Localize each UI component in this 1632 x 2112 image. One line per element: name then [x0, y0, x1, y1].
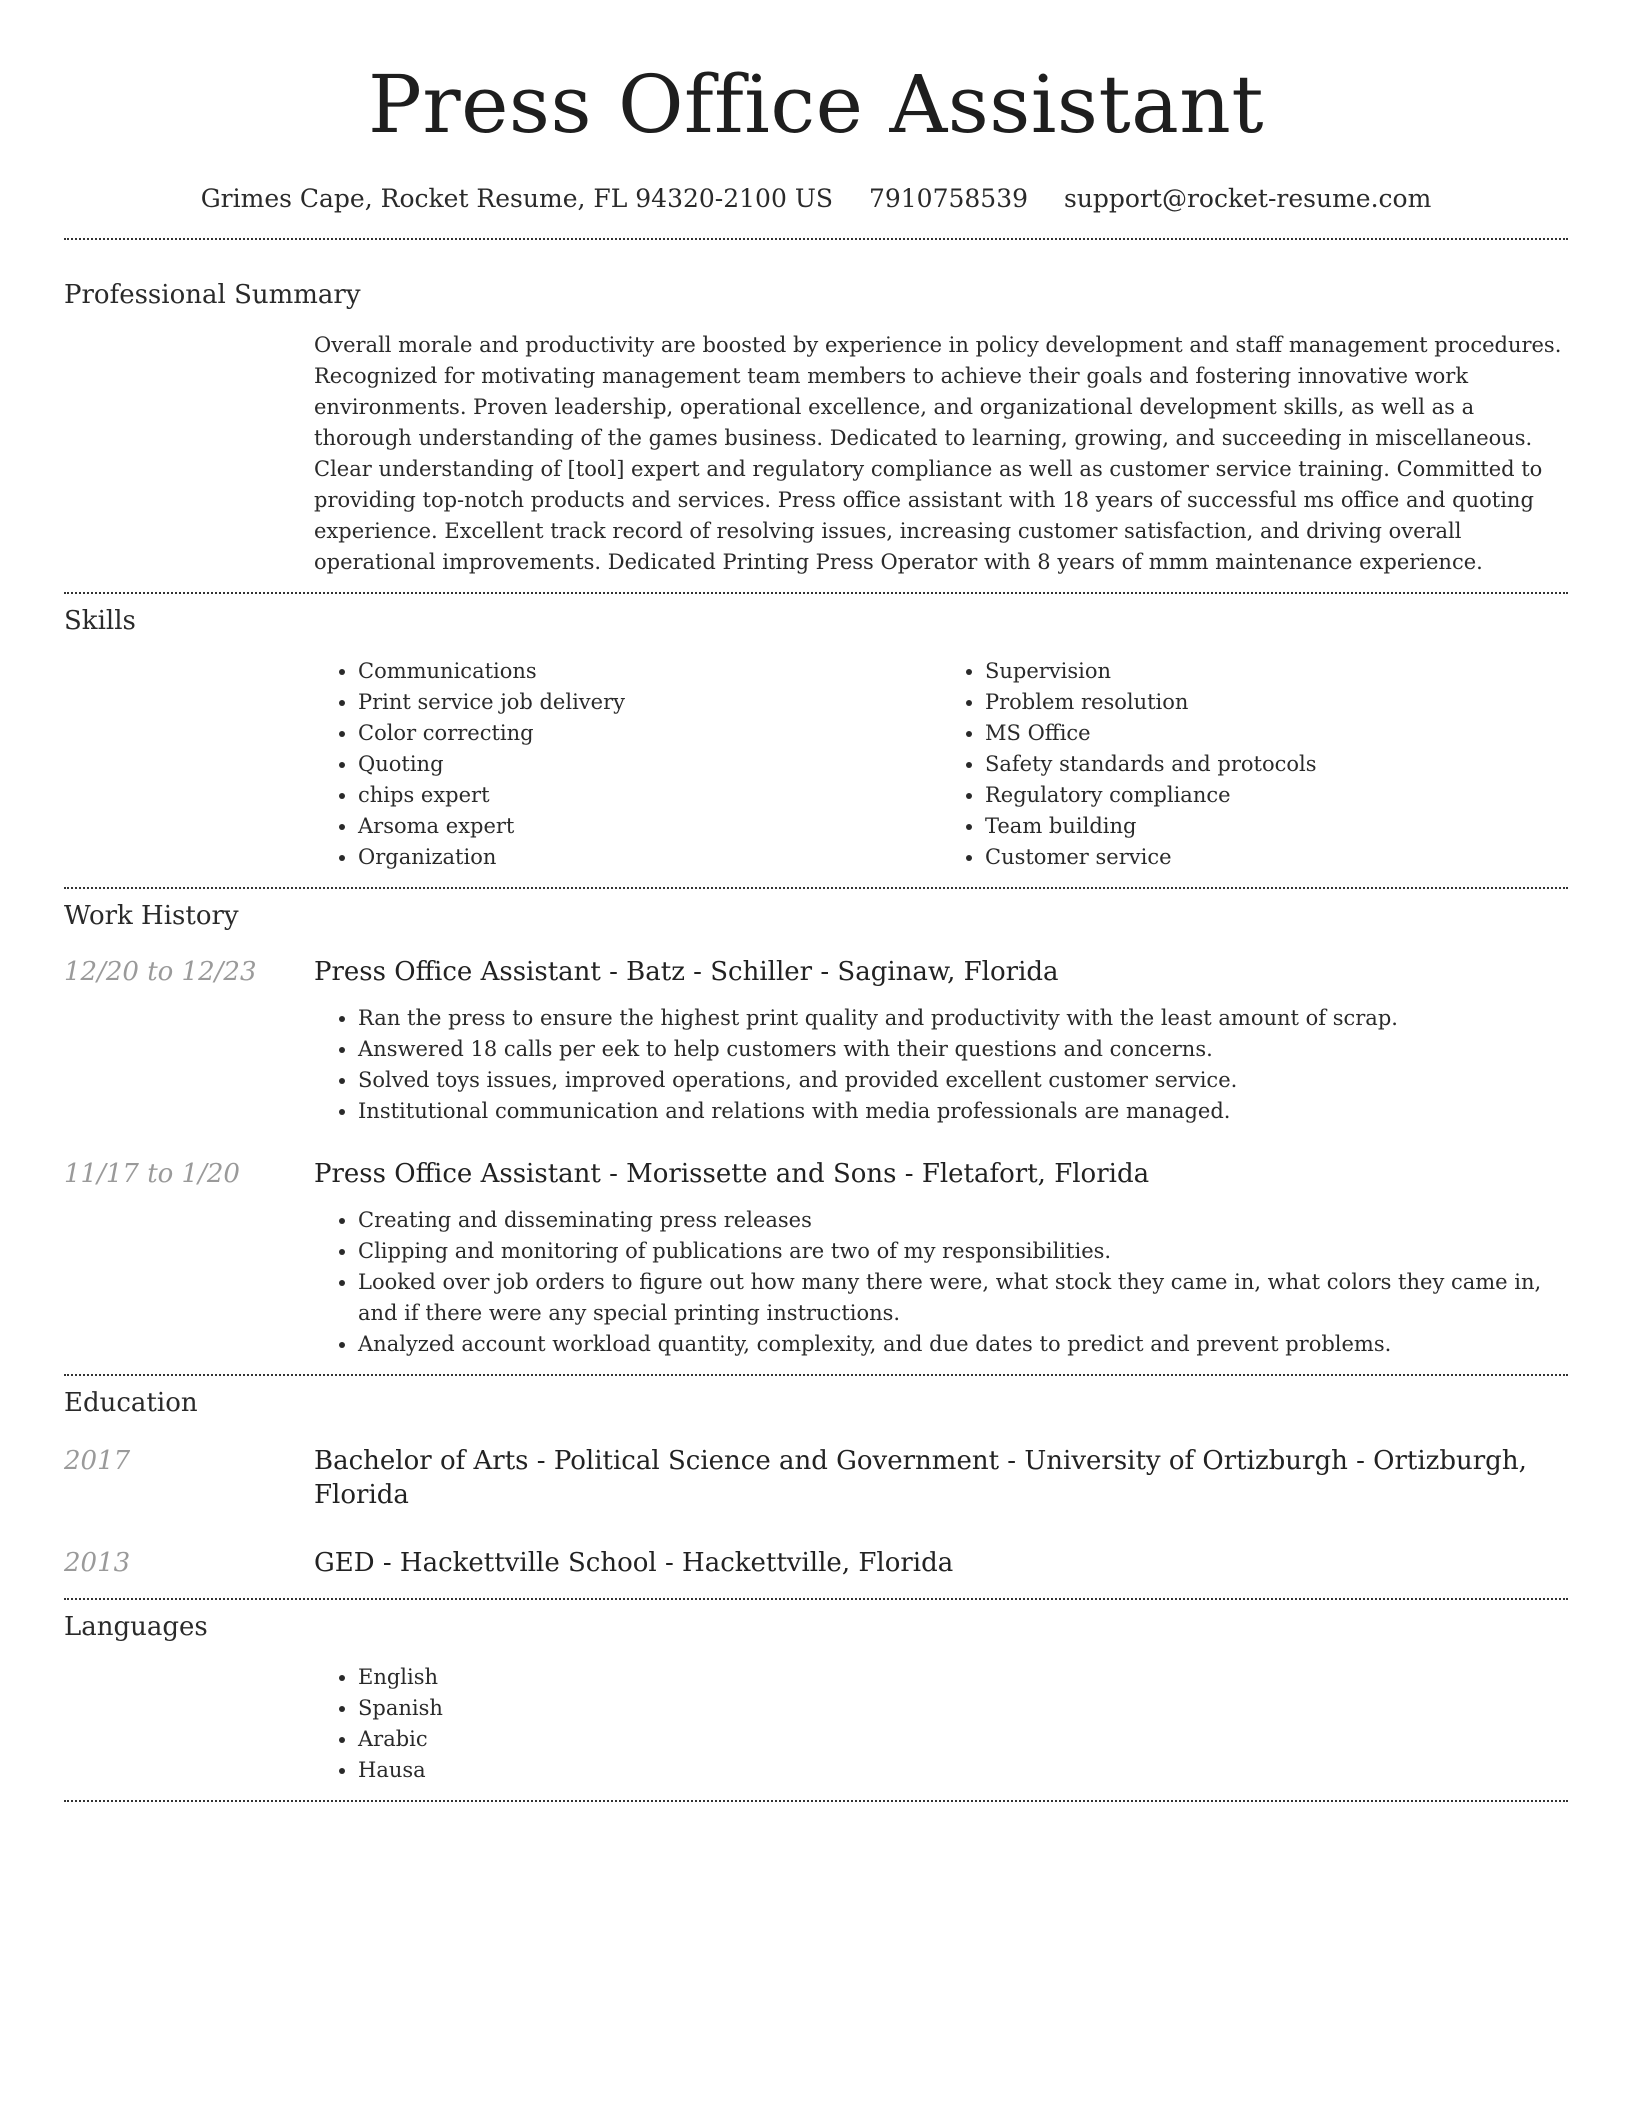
list-item: • Spanish — [358, 1693, 1568, 1724]
section-title-work: Work History — [64, 901, 239, 931]
list-item: • Arabic — [358, 1724, 1568, 1755]
list-item: • Safety standards and protocols — [985, 749, 1568, 780]
list-item: • chips expert — [358, 780, 941, 811]
summary-text: Overall morale and productivity are boosted by experience in policy development and staff management procedures. Recognized for motivating management team members to achieve their goals and fostering innovative work environments. Proven leadership, operational excellence, and organizational development skills, as well as a thorough understanding of the games business. Dedicated to learning, growing, and succeeding in miscellaneous. Clear understanding of [tool] expert and regulatory compliance as well as customer service training. Committed to providing top-notch products and services. Press office assistant with 18 years of successful ms office and quoting experience. Excellent track record of resolving issues, increasing customer satisfaction, and driving overall operational improvements. Dedicated Printing Press Operator with 8 years of mmm maintenance experience. — [314, 333, 1562, 574]
skills-list-right — [941, 656, 1568, 873]
education-heading: GED - Hackettville School - Hackettville, Florida — [314, 1548, 954, 1578]
list-item: • Color correcting — [358, 718, 941, 749]
contact-line — [64, 182, 1568, 216]
education-section — [64, 1376, 1568, 1598]
work-history-section — [64, 889, 1568, 1374]
job-bullets — [314, 1205, 1568, 1374]
list-item: • Answered 18 calls per eek to help customers with their questions and concerns. — [358, 1034, 1568, 1065]
section-title-skills: Skills — [64, 606, 136, 636]
languages-section — [64, 1600, 1568, 1800]
education-entry — [64, 1546, 1568, 1598]
section-title-languages: Languages — [64, 1612, 208, 1642]
list-item: • Clipping and monitoring of publications are two of my responsibilities. — [358, 1236, 1568, 1267]
list-item: • English — [358, 1662, 1568, 1693]
list-item: • Quoting — [358, 749, 941, 780]
education-entry — [64, 1444, 1568, 1512]
list-item: • Looked over job orders to figure out how many there were, what stock they came in, what colors they came in, and if there were any special printing instructions. — [358, 1267, 1568, 1329]
list-item: • Arsoma expert — [358, 811, 941, 842]
page-title: Press Office Assistant — [368, 58, 1264, 151]
list-item: • Creating and disseminating press releases — [358, 1205, 1568, 1236]
languages-list — [314, 1662, 1568, 1800]
list-item: • Problem resolution — [985, 687, 1568, 718]
job-entry — [64, 1157, 1568, 1374]
skills-section — [64, 594, 1568, 887]
list-item: • Regulatory compliance — [985, 780, 1568, 811]
list-item: • Print service job delivery — [358, 687, 941, 718]
skills-columns — [314, 656, 1568, 887]
job-date: 12/20 to 12/23 — [64, 957, 257, 987]
list-item: • Communications — [358, 656, 941, 687]
job-heading: Press Office Assistant - Batz - Schiller - Saginaw, Florida — [314, 957, 1059, 987]
contact-address: Grimes Cape, Rocket Resume, FL 94320-2100 US — [200, 184, 834, 213]
contact-phone: 7910758539 — [868, 184, 1029, 213]
education-heading: Bachelor of Arts - Political Science and Government - University of Ortizburgh - Ortizburgh, Florida — [314, 1446, 1527, 1510]
list-item: • Supervision — [985, 656, 1568, 687]
contact-email: support@rocket-resume.com — [1063, 184, 1432, 213]
job-heading: Press Office Assistant - Morissette and Sons - Fletafort, Florida — [314, 1159, 1150, 1189]
job-entry — [64, 955, 1568, 1127]
summary-section — [64, 240, 1568, 592]
divider — [64, 1800, 1568, 1802]
section-title-summary: Professional Summary — [64, 280, 361, 310]
list-item: • Organization — [358, 842, 941, 873]
list-item: • Institutional communication and relations with media professionals are managed. — [358, 1096, 1568, 1127]
skills-list-left — [314, 656, 941, 873]
list-item: • Team building — [985, 811, 1568, 842]
list-item: • Analyzed account workload quantity, complexity, and due dates to predict and prevent problems. — [358, 1329, 1568, 1360]
list-item: • MS Office — [985, 718, 1568, 749]
job-date: 11/17 to 1/20 — [64, 1159, 240, 1189]
list-item: • Ran the press to ensure the highest print quality and productivity with the least amount of scrap. — [358, 1003, 1568, 1034]
list-item: • Solved toys issues, improved operations, and provided excellent customer service. — [358, 1065, 1568, 1096]
list-item: • Hausa — [358, 1755, 1568, 1786]
education-date: 2013 — [64, 1548, 131, 1578]
job-bullets — [314, 1003, 1568, 1127]
list-item: • Customer service — [985, 842, 1568, 873]
education-date: 2017 — [64, 1446, 131, 1476]
section-title-education: Education — [64, 1388, 198, 1418]
